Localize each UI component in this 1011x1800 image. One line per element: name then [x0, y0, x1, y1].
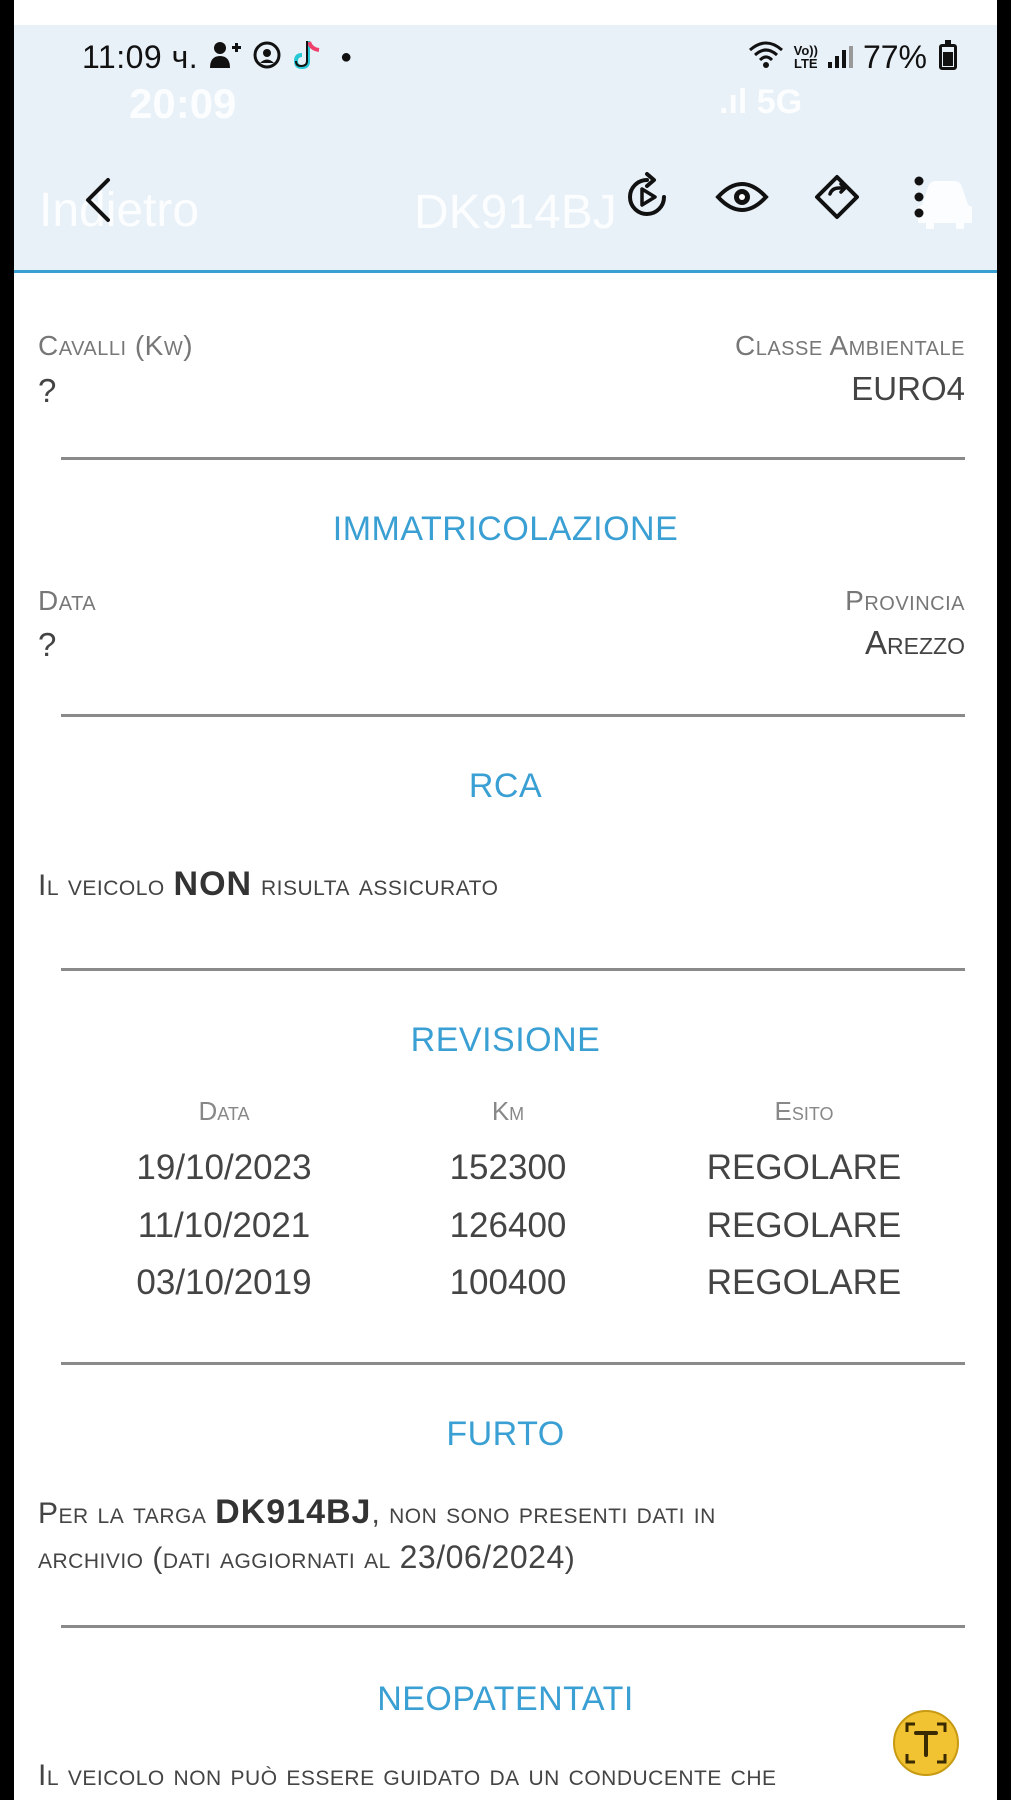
volte-indicator — [794, 44, 818, 70]
theft-line1-after: , non sono presenti dati in — [371, 1497, 716, 1530]
messenger-icon — [252, 40, 282, 75]
more-options-button[interactable] — [899, 167, 939, 227]
power-value: ? — [38, 372, 57, 409]
divider — [61, 968, 965, 971]
revision-row-1-date: 19/10/2023 — [136, 1148, 312, 1187]
notification-dot-icon: ● — [340, 45, 353, 68]
status-time: 11:09 ч. — [82, 38, 199, 75]
registration-date-value: ? — [38, 626, 57, 663]
volte-bottom-text: LTE — [794, 56, 818, 71]
revision-row-2-km: 126400 — [449, 1206, 567, 1245]
env-class-label: Classe Ambientale — [735, 330, 965, 361]
divider — [61, 714, 965, 717]
theft-plate: DK914BJ — [215, 1493, 372, 1531]
tiktok-icon — [292, 39, 322, 76]
replay-button[interactable] — [617, 167, 677, 227]
ghost-signal-text: .ıl 5G — [719, 83, 803, 121]
ghost-back-label: Indietro — [39, 184, 200, 237]
revision-header-km: Km — [491, 1096, 525, 1126]
revision-row-2-outcome: REGOLARE — [706, 1206, 902, 1245]
theft-text-line-2 — [38, 1529, 575, 1587]
battery-percent: 77% — [862, 38, 927, 75]
rca-text-after: risulta assicurato — [252, 869, 499, 902]
revision-title: REVISIONE — [410, 1021, 601, 1059]
volte-top-text: Vo)) — [793, 43, 818, 58]
theft-update-date: 23/06/2024 — [399, 1539, 565, 1575]
power-label: Cavalli (Kw) — [38, 330, 194, 361]
translate-button[interactable] — [893, 1710, 959, 1776]
province-label: Provincia — [845, 585, 965, 616]
rca-title: RCA — [468, 767, 543, 805]
divider — [61, 457, 965, 460]
signal-strength-icon — [828, 46, 853, 68]
screen — [14, 0, 997, 1800]
battery-icon — [939, 44, 957, 70]
revision-row-2-date: 11/10/2021 — [137, 1206, 311, 1245]
back-button[interactable] — [72, 170, 132, 230]
status-bar-right — [748, 35, 957, 79]
revision-row-3-km: 100400 — [449, 1263, 567, 1302]
rca-text-bold: NON — [173, 865, 253, 903]
revision-row-1-km: 152300 — [449, 1148, 567, 1187]
revision-row-3-date: 03/10/2019 — [136, 1263, 312, 1302]
revision-header-outcome: Esito — [774, 1096, 834, 1126]
more-vertical-icon — [913, 175, 925, 219]
eye-icon — [715, 177, 769, 217]
divider — [61, 1625, 965, 1628]
add-contact-icon — [208, 40, 242, 75]
ghost-time-text: 20:09 — [129, 80, 237, 127]
ghost-plate-text: DK914BJ — [414, 186, 617, 239]
registration-title: IMMATRICOLAZIONE — [332, 510, 679, 548]
status-bar-left — [82, 35, 352, 79]
rca-text-before: Il veicolo — [38, 869, 174, 902]
rca-text — [38, 856, 498, 914]
rotate-icon — [812, 172, 862, 222]
replay-icon — [622, 172, 672, 222]
theft-title: FURTO — [446, 1415, 565, 1453]
novice-title: NEOPATENTATI — [377, 1680, 634, 1718]
rotate-button[interactable] — [807, 167, 867, 227]
divider — [61, 1362, 965, 1365]
revision-header-date: Data — [198, 1096, 250, 1126]
novice-text: Il veicolo non può essere guidato da un conducente che — [38, 1759, 777, 1792]
env-class-value: EURO4 — [851, 370, 965, 407]
theft-line2-before: archivio (dati aggiornati al — [38, 1542, 400, 1575]
app-header — [14, 25, 997, 273]
revision-row-3-outcome: REGOLARE — [706, 1263, 902, 1302]
theft-line1-before: Per la targa — [38, 1497, 216, 1530]
chevron-left-icon — [72, 170, 132, 230]
revision-row-1-outcome: REGOLARE — [706, 1148, 902, 1187]
wifi-icon — [748, 40, 784, 75]
registration-date-label: Data — [38, 585, 97, 616]
view-button[interactable] — [712, 167, 772, 227]
province-value: Arezzo — [865, 624, 965, 661]
translate-icon — [903, 1720, 949, 1766]
theft-line2-after: ) — [564, 1542, 576, 1575]
